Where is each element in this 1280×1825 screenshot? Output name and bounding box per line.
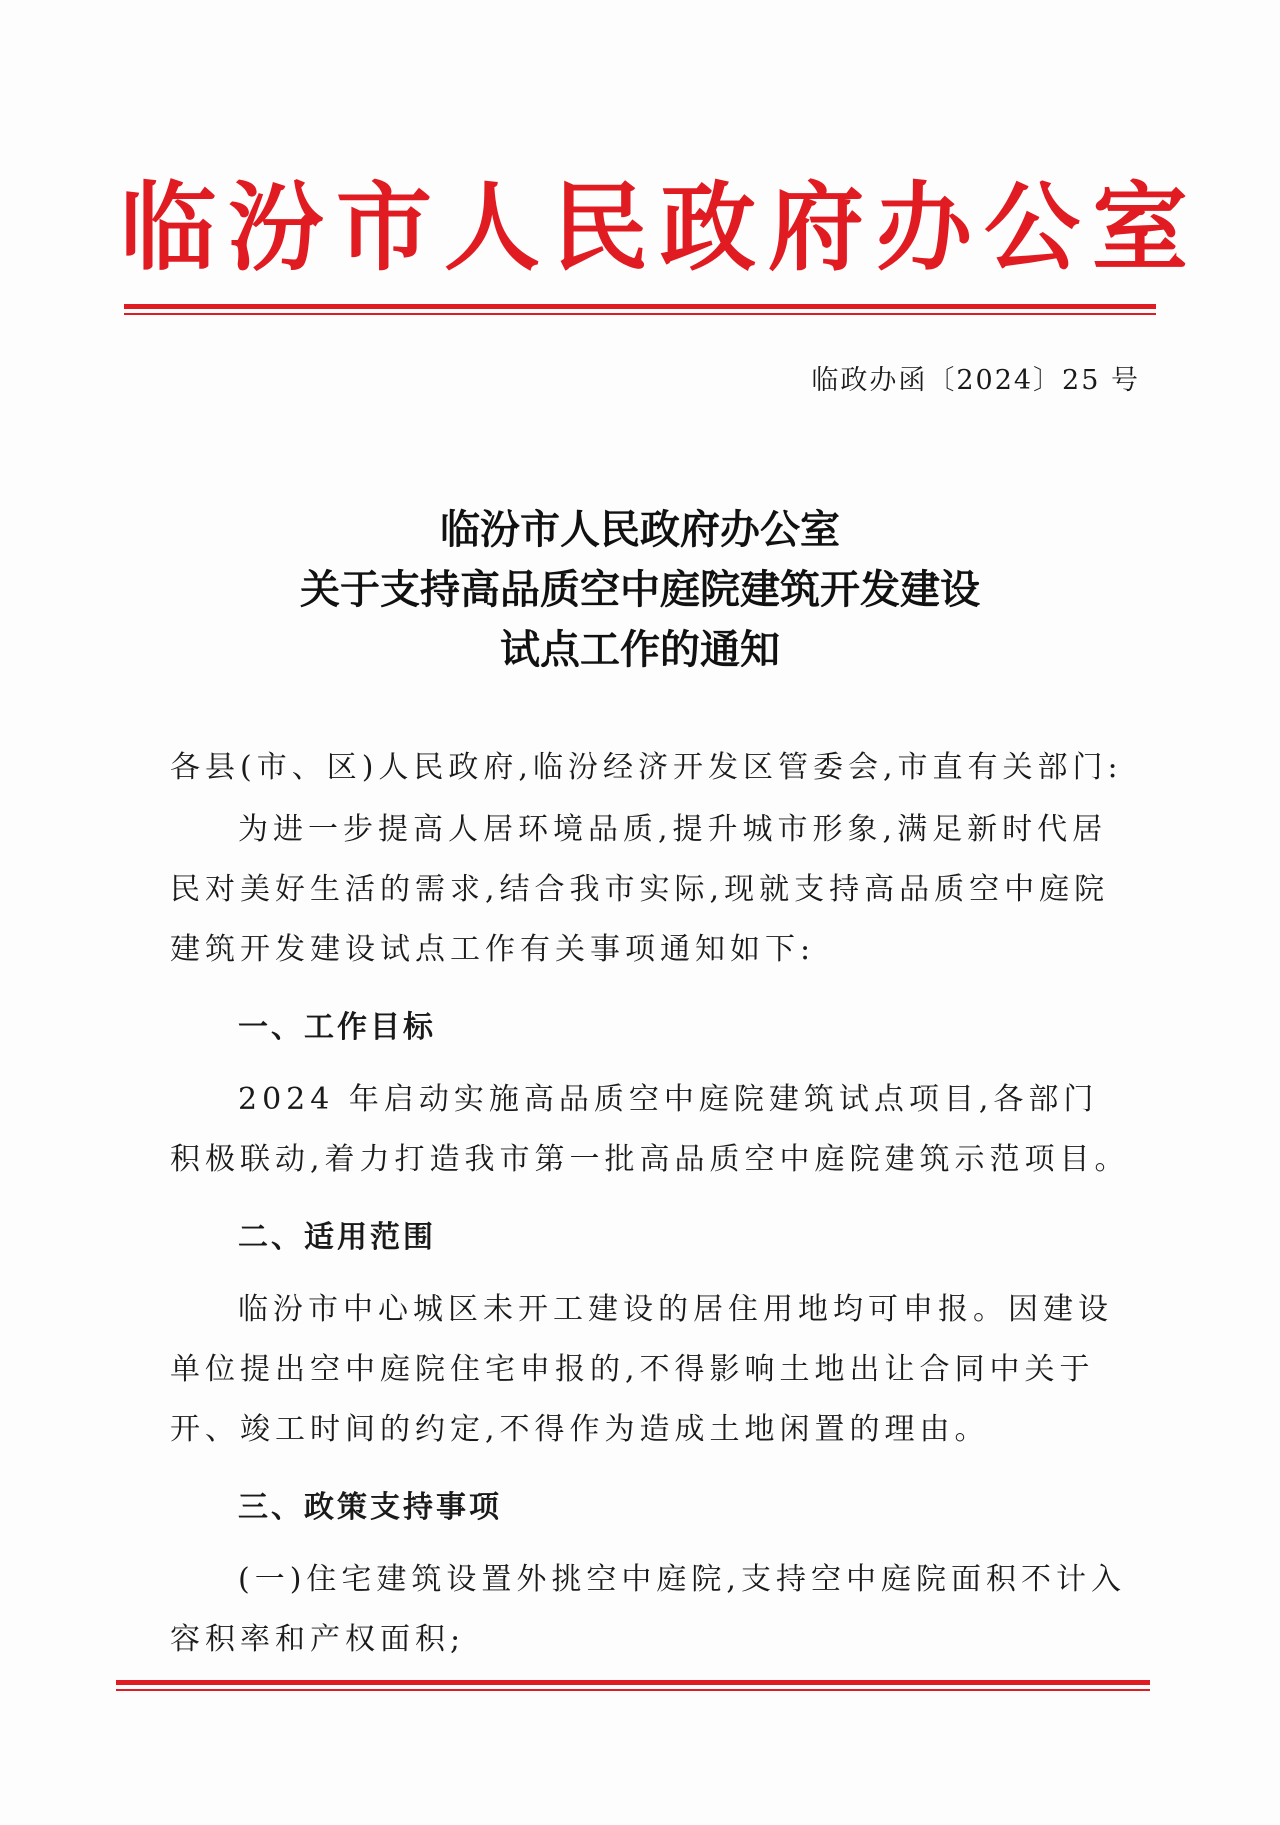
- footer-red-rule-thick: [116, 1680, 1150, 1685]
- section-2-heading: 二、适用范围: [238, 1220, 436, 1255]
- document-body: [170, 738, 1130, 1688]
- footer-red-rule-thin: [116, 1689, 1150, 1691]
- title-line-3: 试点工作的通知: [500, 627, 780, 673]
- title-line-1: 临汾市人民政府办公室: [440, 507, 840, 553]
- document-number: 临政办函〔2024〕25 号: [811, 365, 1140, 396]
- section-2-paragraph: 临汾市中心城区未开工建设的居住用地均可申报。因建设单位提出空中庭院住宅申报的,不得影响土地出让合同中关于开、竣工时间的约定,不得作为造成土地闲置的理由。: [170, 1292, 1113, 1447]
- intro-paragraph: 为进一步提高人居环境品质,提升城市形象,满足新时代居民对美好生活的需求,结合我市实际,现就支持高品质空中庭院建筑开发建设试点工作有关事项通知如下:: [170, 812, 1110, 967]
- section-1-paragraph: 2024 年启动实施高品质空中庭院建筑试点项目,各部门积极联动,着力打造我市第一批高品质空中庭院建筑示范项目。: [170, 1082, 1130, 1177]
- masthead-red-rule-thick: [124, 304, 1156, 309]
- section-1-heading: 一、工作目标: [238, 1010, 436, 1045]
- section-3-item-1: (一)住宅建筑设置外挑空中庭院,支持空中庭院面积不计入容积率和产权面积;: [170, 1562, 1126, 1657]
- issuer-masthead: 临汾市人民政府办公室: [120, 171, 1200, 284]
- document-title: [160, 500, 1120, 680]
- salutation: 各县(市、区)人民政府,临汾经济开发区管委会,市直有关部门:: [170, 750, 1123, 785]
- masthead-red-rule-thin: [124, 313, 1156, 315]
- section-3-heading: 三、政策支持事项: [238, 1490, 502, 1525]
- title-line-2: 关于支持高品质空中庭院建筑开发建设: [300, 567, 980, 613]
